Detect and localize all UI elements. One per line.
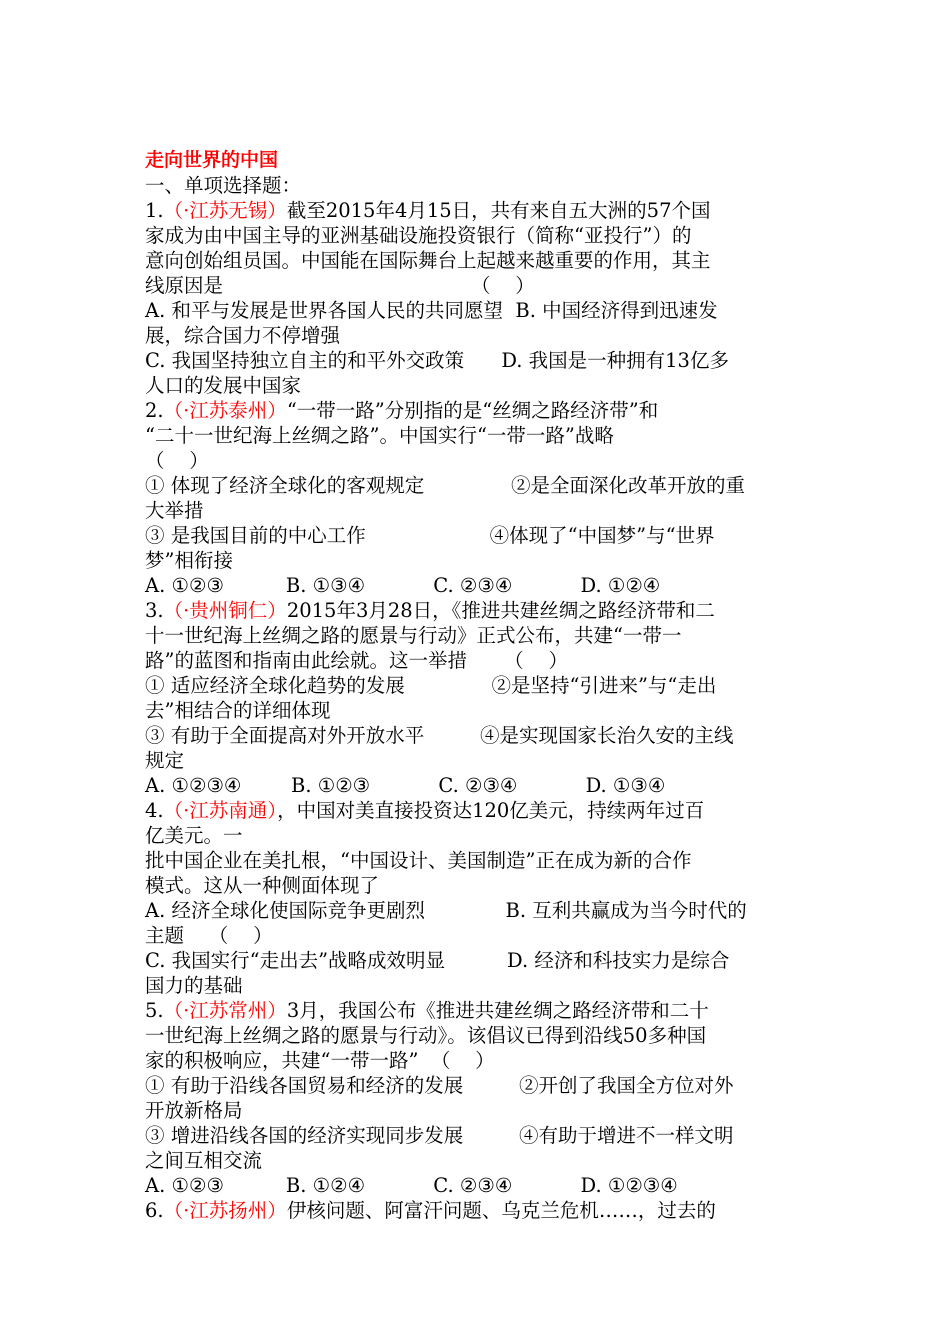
question-source: （·贵州铜仁） [163,599,287,622]
question-stem-line: 十一世纪海上丝绸之路的愿景与行动》正式公布，共建“一带一 [145,624,682,647]
question-stem-line: 家的积极响应，共建“一带一路” （ ） [145,1049,495,1072]
question-block [145,398,807,598]
question-text: 2015年3月28日，《推进共建丝绸之路经济带和二 [286,599,715,622]
option-line: 开放新格局 [145,1099,243,1122]
question-stem-line: 一世纪海上丝绸之路的愿景与行动》。该倡议已得到沿线50多种国 [145,1024,707,1047]
question-stem-first-line [145,598,807,623]
option-line: 之间互相交流 [145,1149,263,1172]
option-line: ③ 是我国目前的中心工作 ④体现了“中国梦”与“世界 [145,524,715,547]
question-number: 1. [145,199,164,222]
question-stem-line: 模式。这从一种侧面体现了 [145,874,380,897]
question-block [145,1198,807,1223]
option-line: 国力的基础 [145,974,243,997]
question-stem-line: 线原因是 （ ） [145,274,535,297]
section-heading: 一、单项选择题： [145,174,302,197]
option-line: A. 和平与发展是世界各国人民的共同愿望 B. 中国经济得到迅速发 [145,299,718,322]
option-line: 规定 [145,749,185,772]
option-line: 梦”相衔接 [145,549,233,572]
question-text: 3月，我国公布《推进共建丝绸之路经济带和二十 [286,999,709,1022]
question-source: （·江苏泰州） [163,399,287,422]
question-stem-line: 路”的蓝图和指南由此绘就。这一举措 （ ） [145,649,568,672]
question-number: 3. [145,599,164,622]
option-line: 展，综合国力不停增强 [145,324,341,347]
question-block [145,598,807,798]
option-line: 去”相结合的详细体现 [145,699,331,722]
option-line: A. ①②③ B. ①③④ C. ②③④ D. ①②④ [145,574,661,597]
document-title: 走向世界的中国 [145,149,279,171]
question-stem-first-line [145,1198,807,1223]
question-stem-line: （ ） [145,449,209,472]
question-text: “一带一路”分别指的是“丝绸之路经济带”和 [286,399,659,422]
option-line: 人口的发展中国家 [145,374,302,397]
option-line: A. ①②③ B. ①②④ C. ②③④ D. ①②③④ [145,1174,678,1197]
option-line: C. 我国实行“走出去”战略成效明显 D. 经济和科技实力是综合 [145,949,730,972]
question-source: （·江苏无锡） [163,199,287,222]
question-stem-line: 批中国企业在美扎根，“中国设计、美国制造”正在成为新的合作 [145,849,692,872]
question-stem-line: “二十一世纪海上丝绸之路”。中国实行“一带一路”战略 [145,424,614,447]
question-number: 6. [145,1199,164,1222]
question-number: 2. [145,399,164,422]
question-stem-first-line [145,398,807,423]
option-line: ① 体现了经济全球化的客观规定 ②是全面深化改革开放的重 [145,474,745,497]
document-page [145,148,807,1223]
option-line: A. ①②③④ B. ①②③ C. ②③④ D. ①③④ [145,774,666,797]
question-stem-line: 意向创始组员国。中国能在国际舞台上起越来越重要的作用，其主 [145,249,711,272]
question-stem-first-line [145,998,807,1023]
question-source: （·江苏南通） [163,799,278,822]
question-text: ，中国对美直接投资达120亿美元，持续两年过百 [277,799,705,822]
option-line: C. 我国坚持独立自主的和平外交政策 D. 我国是一种拥有13亿多 [145,349,729,372]
question-stem-first-line [145,198,807,223]
option-line: ① 适应经济全球化趋势的发展 ②是坚持“引进来”与“走出 [145,674,717,697]
question-text: 截至2015年4月15日，共有来自五大洲的57个国 [286,199,711,222]
option-line: 主题 （ ） [145,924,273,947]
question-stem-line: 亿美元。一 [145,824,243,847]
question-source: （·江苏扬州） [163,1199,287,1222]
option-line: ③ 有助于全面提高对外开放水平 ④是实现国家长治久安的主线 [145,724,734,747]
question-block [145,798,807,998]
question-block [145,998,807,1198]
question-source: （·江苏常州） [163,999,287,1022]
question-block [145,198,807,398]
question-text: 伊核问题、阿富汗问题、乌克兰危机……，过去的 [286,1199,716,1222]
question-stem-line: 家成为由中国主导的亚洲基础设施投资银行（简称“亚投行”）的 [145,224,692,247]
option-line: ③ 增进沿线各国的经济实现同步发展 ④有助于增进不一样文明 [145,1124,734,1147]
question-number: 5. [145,999,164,1022]
option-line: A. 经济全球化使国际竞争更剧烈 B. 互利共赢成为当今时代的 [145,899,747,922]
question-number: 4. [145,799,164,822]
option-line: ① 有助于沿线各国贸易和经济的发展 ②开创了我国全方位对外 [145,1074,734,1097]
option-line: 大举措 [145,499,204,522]
question-stem-first-line [145,798,807,823]
question-list [145,198,807,1223]
